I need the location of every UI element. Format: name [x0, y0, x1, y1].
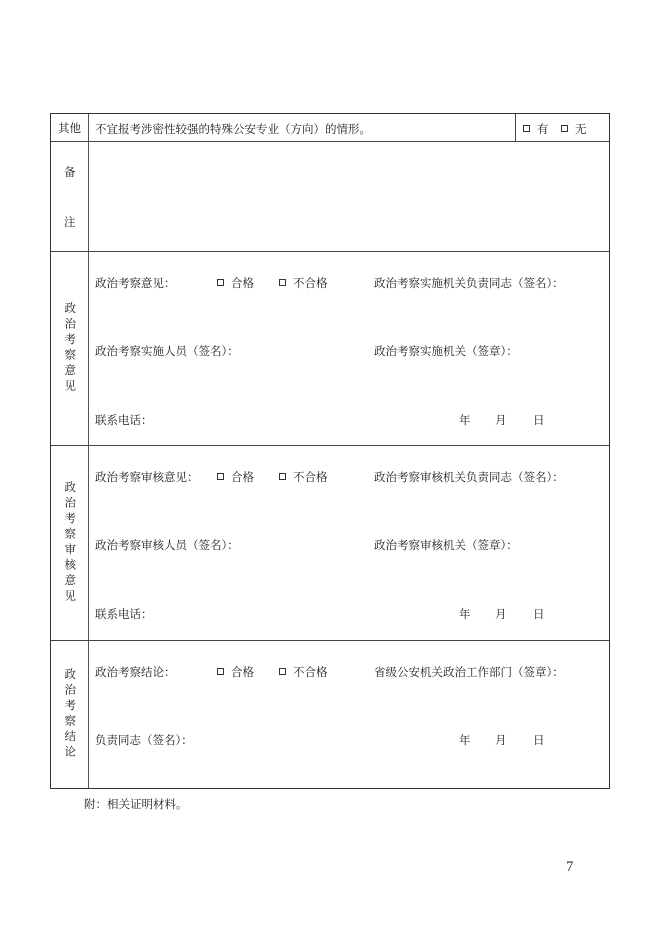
option-fail[interactable]: 不合格: [279, 469, 328, 485]
row-review-opinion: [51, 446, 609, 641]
staff-sign-label: 政治考察实施人员（签名）：: [95, 344, 239, 358]
checkbox-icon[interactable]: [279, 668, 286, 675]
leader-sign-label: 政治考察实施机关负责同志（签名）：: [374, 276, 564, 290]
row-investigation-opinion: [51, 252, 609, 446]
date-day: 日: [533, 733, 545, 747]
dept-seal-label: 省级公安机关政治工作部门（签章）：: [374, 665, 564, 679]
org-seal-label: 政治考察实施机关（签章）：: [374, 344, 518, 358]
row-conclusion: [51, 641, 609, 788]
date-year: 年: [459, 733, 471, 747]
label-conclusion: 政治考察结论: [63, 668, 78, 761]
date-year: 年: [459, 607, 471, 621]
option-pass[interactable]: 合格: [217, 275, 254, 291]
row-label: [51, 142, 89, 251]
date-month: 月: [495, 733, 507, 747]
opinion-label: 政治考察审核意见：: [95, 470, 199, 484]
label-other: 其他: [58, 120, 81, 135]
checkbox-icon[interactable]: [217, 473, 224, 480]
leader-sign-label: 政治考察审核机关负责同志（签名）：: [374, 470, 564, 484]
other-text: 不宜报考涉密性较强的特殊公安专业（方向）的情形。: [95, 122, 371, 136]
review-content: [89, 446, 609, 640]
row-label: [51, 252, 89, 445]
opinion-label: 政治考察意见：: [95, 276, 176, 290]
date-day: 日: [533, 413, 545, 427]
conclusion-label: 政治考察结论：: [95, 665, 176, 679]
political-review-form-table: [50, 113, 610, 789]
option-pass[interactable]: 合格: [217, 469, 254, 485]
option-no[interactable]: 无: [561, 121, 587, 137]
checkbox-icon[interactable]: [561, 125, 568, 132]
label-review-opinion: 政治考察审核意见: [63, 481, 78, 605]
option-pass[interactable]: 合格: [217, 664, 254, 680]
label-remarks-bottom: 注: [64, 215, 76, 229]
option-yes[interactable]: 有: [523, 121, 549, 137]
phone-label: 联系电话：: [95, 413, 153, 427]
date-year: 年: [459, 413, 471, 427]
row-label: [51, 446, 89, 640]
label-remarks-top: 备: [64, 165, 76, 179]
checkbox-icon[interactable]: [217, 279, 224, 286]
row-remarks: [51, 142, 609, 252]
checkbox-icon[interactable]: [217, 668, 224, 675]
row-label: [51, 114, 89, 141]
footnote-attachment: 附：相关证明材料。: [84, 797, 188, 811]
other-text-cell: [89, 114, 516, 141]
staff-sign-label: 政治考察审核人员（签名）：: [95, 538, 239, 552]
row-label: [51, 641, 89, 788]
org-seal-label: 政治考察审核机关（签章）：: [374, 538, 518, 552]
phone-label: 联系电话：: [95, 607, 153, 621]
checkbox-icon[interactable]: [279, 279, 286, 286]
page-number: 7: [566, 859, 574, 875]
row-other: [51, 114, 609, 142]
date-month: 月: [495, 413, 507, 427]
other-options-cell: [516, 114, 609, 141]
conclusion-content: [89, 641, 609, 788]
label-investigation-opinion: 政治考察意见: [63, 302, 78, 395]
checkbox-icon[interactable]: [279, 473, 286, 480]
checkbox-icon[interactable]: [523, 125, 530, 132]
option-fail[interactable]: 不合格: [279, 275, 328, 291]
leader-sign-label: 负责同志（签名）：: [95, 733, 193, 747]
investigation-content: [89, 252, 609, 445]
option-fail[interactable]: 不合格: [279, 664, 328, 680]
remarks-field[interactable]: [89, 142, 609, 251]
date-month: 月: [495, 607, 507, 621]
date-day: 日: [533, 607, 545, 621]
